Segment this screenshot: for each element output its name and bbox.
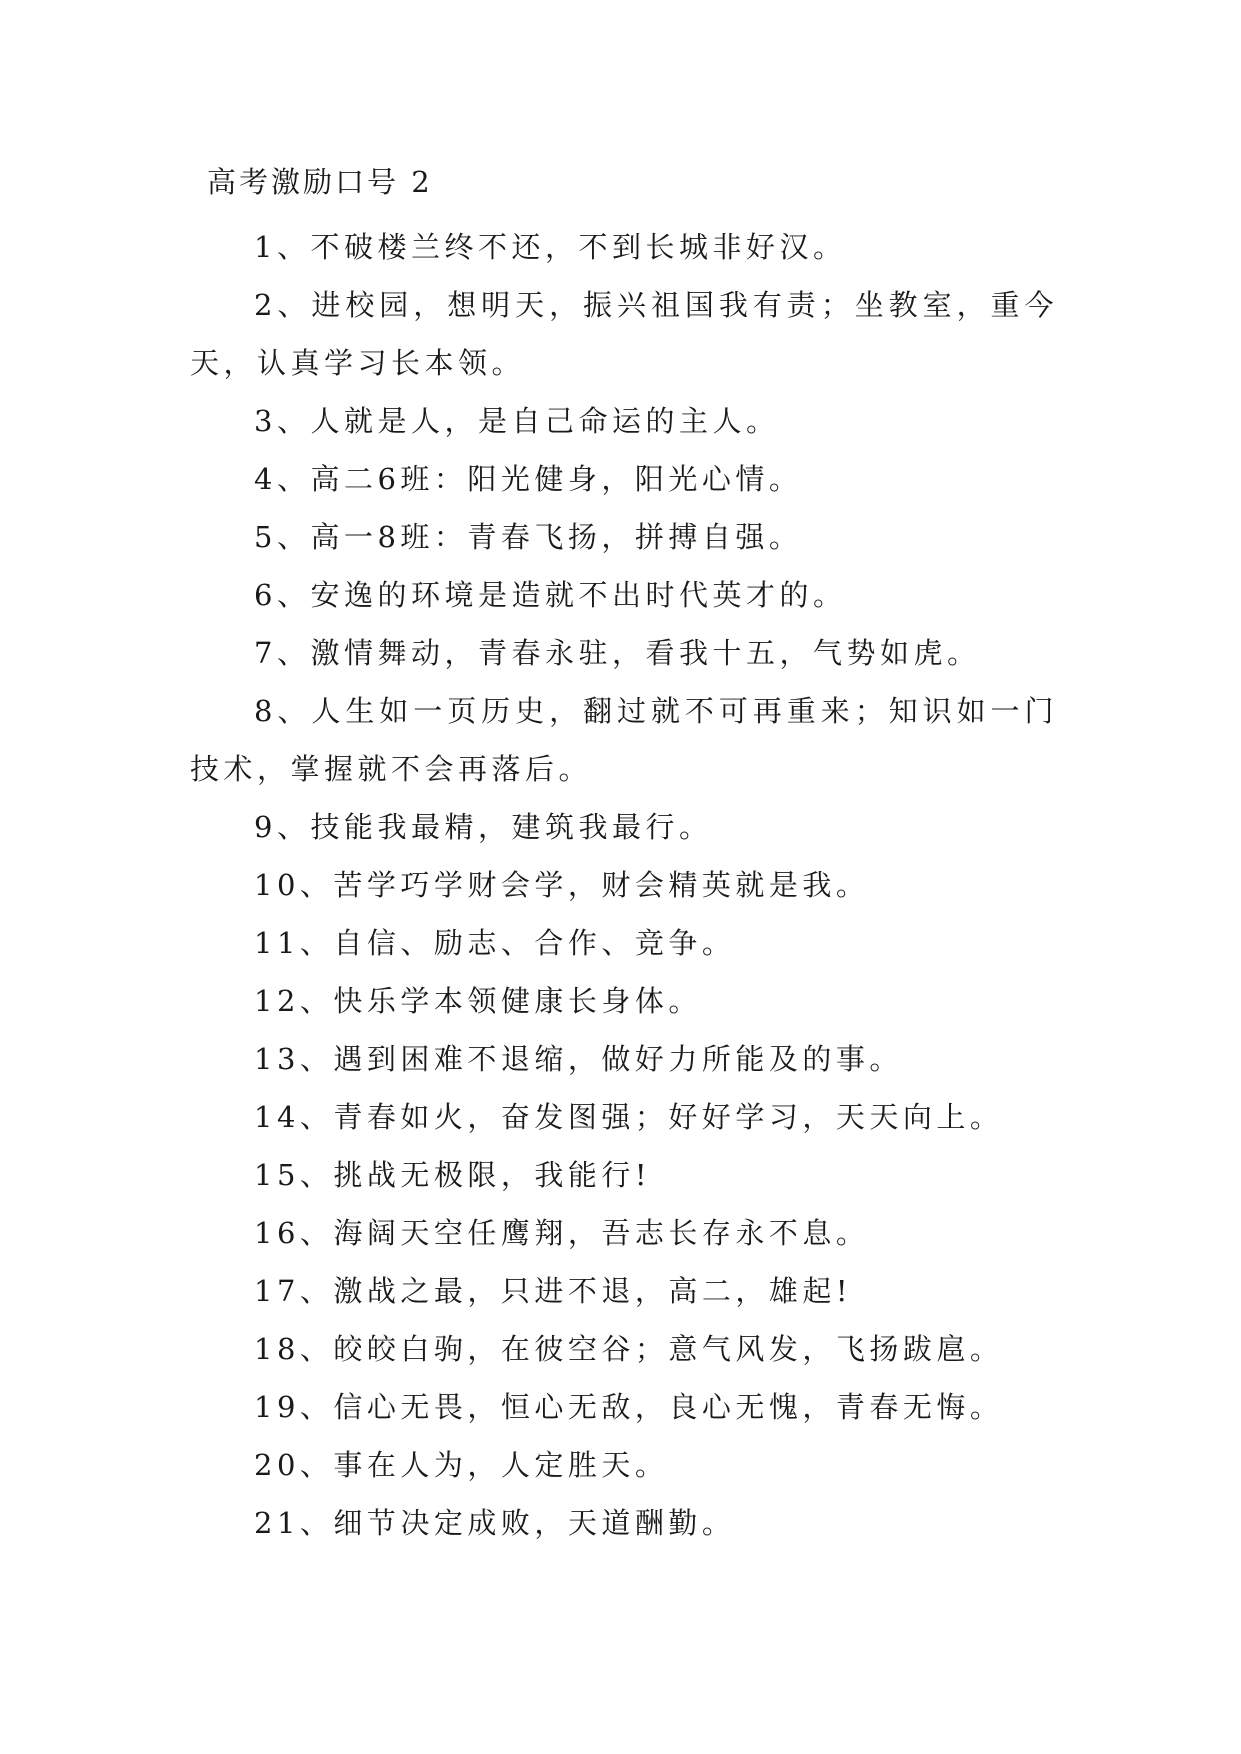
slogan-item-7: 7、激情舞动，青春永驻，看我十五，气势如虎。 (254, 636, 981, 670)
slogan-item-8: 8、人生如一页历史，翻过就不可再重来；知识如一门技术，掌握就不会再落后。 (190, 694, 1058, 786)
slogan-item-1: 1、不破楼兰终不还，不到长城非好汉。 (254, 230, 847, 264)
document-title: 高考激励口号 2 (207, 165, 433, 199)
slogan-item-9: 9、技能我最精，建筑我最行。 (254, 810, 713, 844)
slogan-item-14: 14、青春如火，奋发图强；好好学习，天天向上。 (254, 1100, 1004, 1134)
slogan-item-2: 2、进校园，想明天，振兴祖国我有责；坐教室，重今天，认真学习长本领。 (190, 288, 1058, 380)
slogan-item-10: 10、苦学巧学财会学，财会精英就是我。 (254, 868, 870, 902)
slogan-item-19: 19、信心无畏，恒心无敌，良心无愧，青春无悔。 (254, 1390, 1004, 1424)
slogan-item-20: 20、事在人为，人定胜天。 (254, 1448, 669, 1482)
slogan-item-16: 16、海阔天空任鹰翔，吾志长存永不息。 (254, 1216, 870, 1250)
slogan-item-11: 11、自信、励志、合作、竞争。 (254, 926, 736, 960)
slogan-item-15: 15、挑战无极限，我能行! (254, 1158, 652, 1192)
document-body (190, 218, 1058, 1552)
slogan-item-21: 21、细节决定成败，天道酬勤。 (254, 1506, 736, 1540)
slogan-item-18: 18、皎皎白驹，在彼空谷；意气风发，飞扬跋扈。 (254, 1332, 1004, 1366)
slogan-item-3: 3、人就是人，是自己命运的主人。 (254, 404, 780, 438)
slogan-item-17: 17、激战之最，只进不退，高二，雄起! (254, 1274, 853, 1308)
slogan-item-13: 13、遇到困难不退缩，做好力所能及的事。 (254, 1042, 903, 1076)
slogan-item-12: 12、快乐学本领健康长身体。 (254, 984, 702, 1018)
slogan-item-5: 5、高一8班：青春飞扬，拼搏自强。 (254, 520, 803, 554)
slogan-item-6: 6、安逸的环境是造就不出时代英才的。 (254, 578, 847, 612)
slogan-item-4: 4、高二6班：阳光健身，阳光心情。 (254, 462, 803, 496)
